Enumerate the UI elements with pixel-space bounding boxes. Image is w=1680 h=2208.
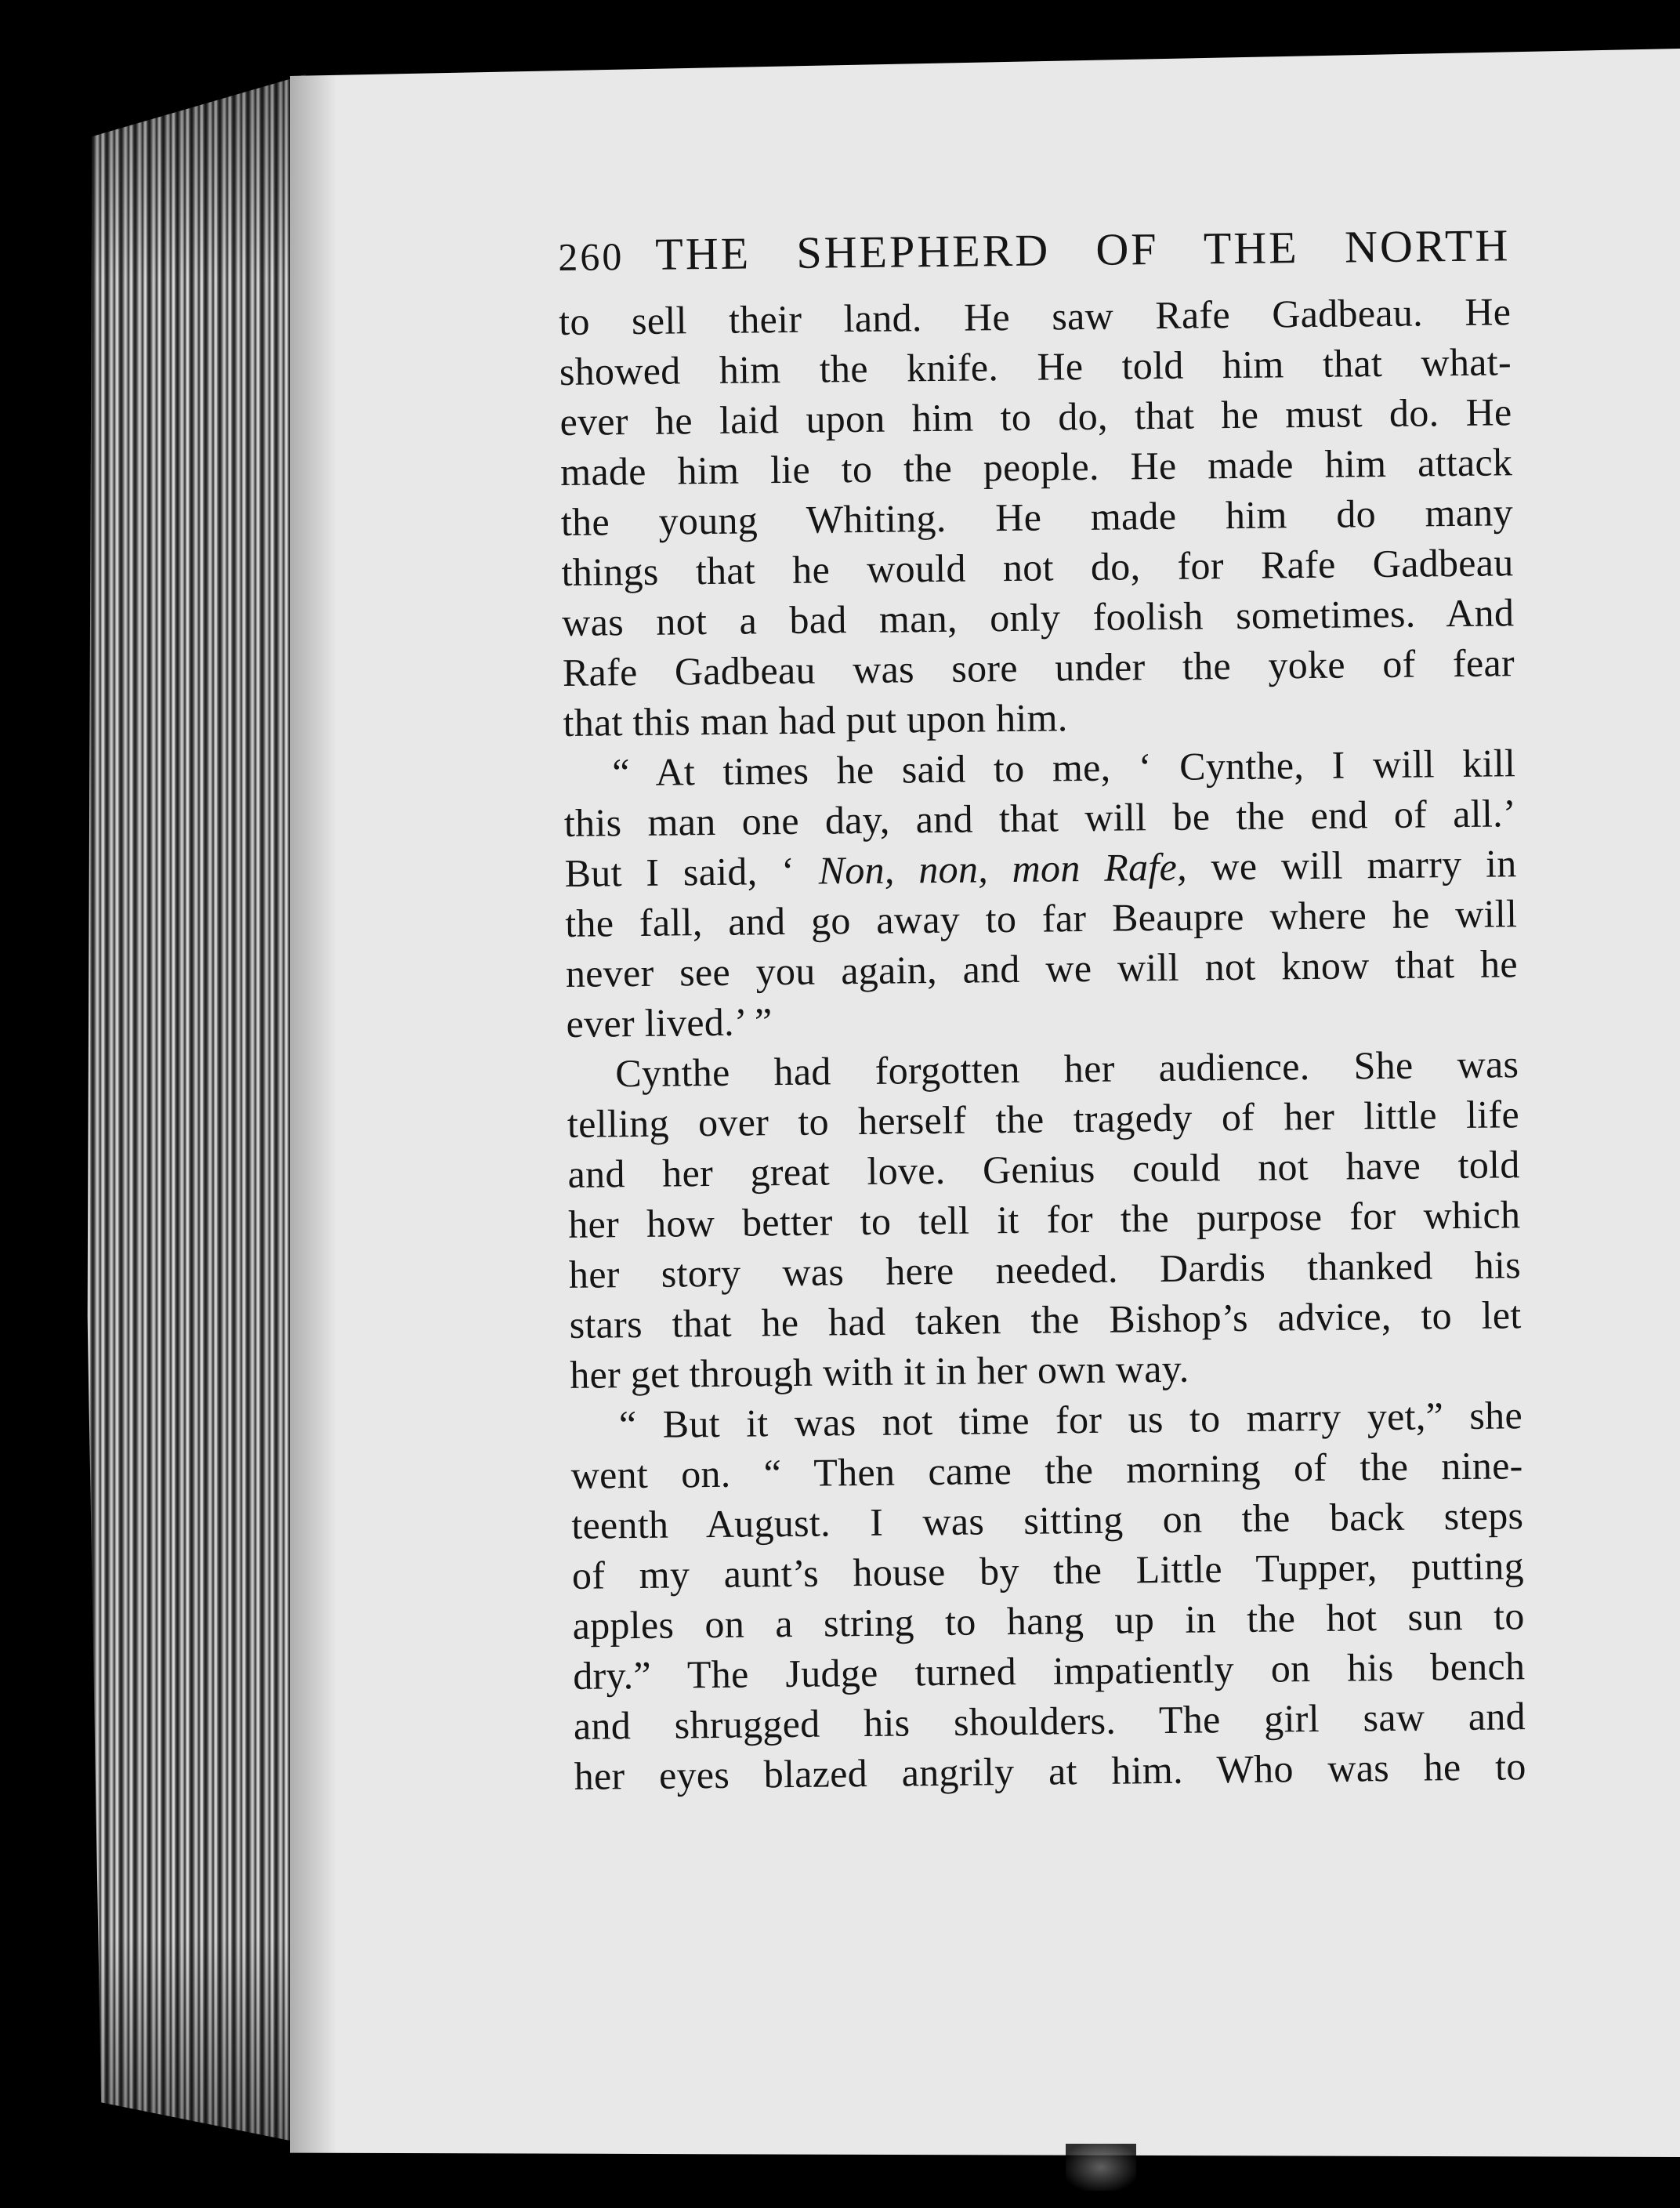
text-line: telling over to herself the tragedy of her little life (567, 1092, 1520, 1146)
text-line: of my aunt’s house by the Little Tupper, putting (571, 1543, 1525, 1597)
text-line: went on. “ Then came the morning of the nine- (570, 1443, 1523, 1497)
text-line: that this man had put upon him. (563, 695, 1068, 745)
text-span: But I said, ‘ (564, 848, 819, 895)
text-line: this man one day, and that will be the end of all.’ (563, 791, 1517, 845)
text-line: ever lived.’ ” (566, 999, 773, 1046)
text-line: apples on a string to hang up in the hot sun to (572, 1593, 1525, 1648)
body-text (559, 286, 1526, 1801)
scan-smudge (1066, 2144, 1136, 2191)
book-title-header: THE SHEPHERD OF THE NORTH (655, 219, 1511, 280)
text-line: made him lie to the people. He made him attack (559, 440, 1513, 494)
text-line: and her great love. Genius could not have told (567, 1142, 1520, 1196)
text-line: “ At times he said to me, ‘ Cynthe, I will kill (611, 741, 1516, 795)
text-line: the fall, and go away to far Beaupre where he will (564, 891, 1518, 945)
book-fore-edge (78, 74, 306, 2144)
text-line: and shrugged his shoulders. The girl saw and (573, 1694, 1526, 1748)
text-span: we will marry in (1186, 841, 1517, 889)
page-text (558, 219, 1526, 1801)
text-line: her eyes blazed angrily at him. Who was he to (574, 1744, 1526, 1798)
text-line: to sell their land. He saw Rafe Gadbeau. He (558, 289, 1512, 343)
text-line: stars that he had taken the Bishop’s advice, to let (569, 1293, 1522, 1347)
text-line: the young Whiting. He made him do many (560, 490, 1514, 544)
page-number: 260 (558, 234, 625, 279)
italic-phrase: Non, non, mon Rafe, (818, 844, 1188, 893)
text-line: dry.” The Judge turned impatiently on his bench (573, 1644, 1526, 1698)
text-line: her get through with it in her own way. (570, 1346, 1189, 1397)
text-line: things that he would not do, for Rafe Gadbeau (561, 540, 1514, 594)
text-line: her how better to tell it for the purpose for which (568, 1192, 1521, 1246)
text-line: teenth August. I was sitting on the back steps (571, 1493, 1524, 1547)
text-line: never see you again, and we will not know that he (565, 941, 1519, 995)
text-line: “ But it was not time for us to marry yet,” she (618, 1393, 1523, 1447)
text-line: showed him the knife. He told him that what- (559, 339, 1512, 393)
text-line: Cynthe had forgotten her audience. She was (614, 1042, 1519, 1096)
text-line: her story was here needed. Dardis thanked his (568, 1242, 1522, 1296)
text-line: was not a bad man, only foolish sometimes. And (561, 590, 1515, 644)
text-line: Rafe Gadbeau was sore under the yoke of fear (562, 640, 1515, 694)
running-head (558, 219, 1511, 292)
text-line: ever he laid upon him to do, that he must do. He (559, 390, 1512, 444)
